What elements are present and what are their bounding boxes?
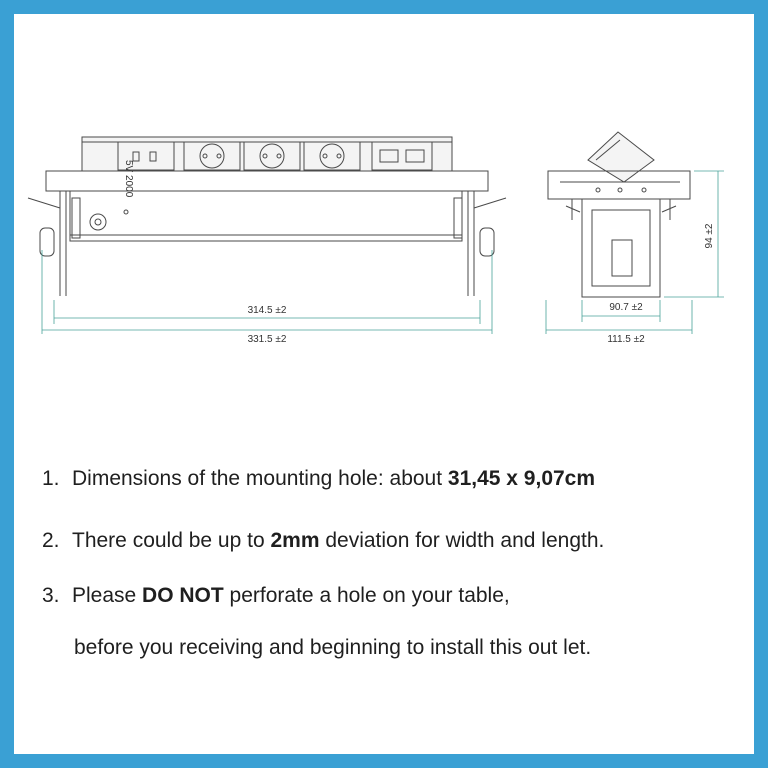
note-emphasis: 2mm	[270, 529, 320, 552]
housing-body	[70, 191, 462, 241]
note-number: 1.	[42, 467, 60, 490]
usb-label: 5V 2000	[123, 160, 134, 198]
note-emphasis: DO NOT	[142, 584, 224, 607]
note-number: 3.	[42, 584, 60, 607]
technical-drawing	[14, 14, 754, 434]
top-flange	[46, 171, 488, 191]
side-body	[582, 199, 660, 297]
side-view	[548, 132, 690, 297]
note-text: Dimensions of the mounting hole: about	[72, 467, 448, 490]
front-inner-width-label: 314.5 ±2	[247, 305, 287, 316]
note-text: Please	[72, 584, 143, 607]
note-3-continued	[74, 636, 591, 660]
content-frame	[14, 14, 754, 754]
side-lid	[588, 132, 654, 182]
note-text-end: deviation for width and length.	[319, 529, 605, 552]
note-2	[42, 529, 604, 553]
switch	[90, 214, 106, 230]
note-1	[42, 467, 595, 491]
note-text: There could be up to	[72, 529, 271, 552]
side-height-label: 94 ±2	[704, 223, 715, 249]
side-outer-width-label: 111.5 ±2	[607, 334, 645, 345]
note-3	[42, 584, 510, 608]
front-dimensions	[42, 250, 492, 334]
front-view	[28, 137, 506, 296]
note-number: 2.	[42, 529, 60, 552]
note-emphasis: 31,45 x 9,07cm	[447, 467, 596, 490]
side-inner-width-label: 90.7 ±2	[609, 302, 643, 313]
note-text-end: perforate a hole on your table,	[223, 584, 510, 607]
front-outer-width-label: 331.5 ±2	[247, 334, 287, 345]
note-text: before you receiving and beginning to install this out let.	[74, 636, 592, 659]
